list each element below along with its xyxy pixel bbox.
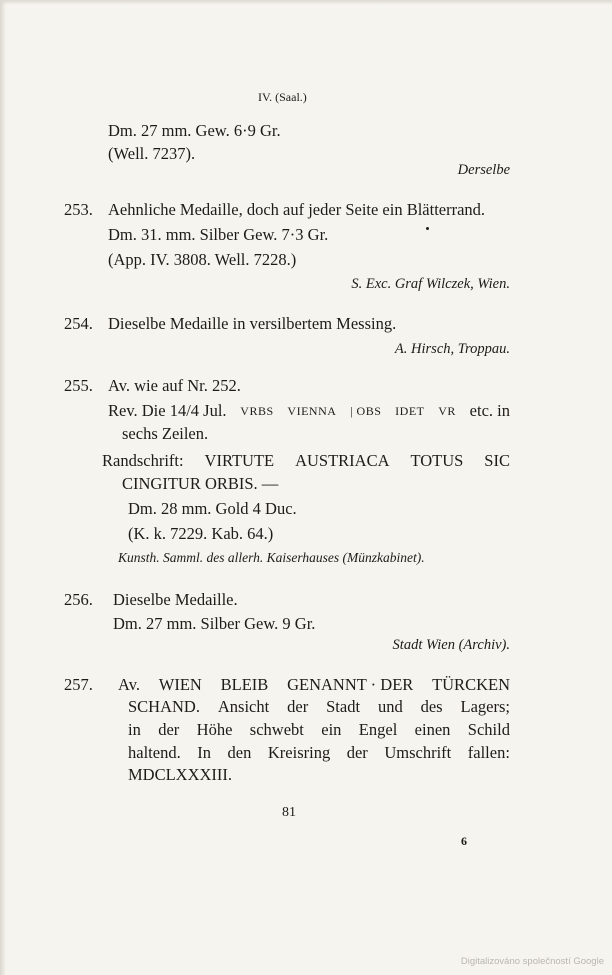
entry-255-reverse-line1 xyxy=(108,401,510,421)
entry-257-number: 257. xyxy=(64,675,93,694)
word: ein xyxy=(321,720,342,739)
word: der xyxy=(158,720,180,739)
word: der xyxy=(346,743,368,762)
rev-text-a: Rev. Die 14/4 Jul. xyxy=(108,401,227,420)
word: Schild xyxy=(467,720,510,739)
word: Kreisring xyxy=(267,743,331,762)
entry-253-owner: S. Exc. Graf Wilczek, Wien. xyxy=(351,276,510,292)
rev-vienna: VIENNA xyxy=(287,404,337,418)
word: BLEIB xyxy=(220,675,269,694)
rev-vr: VR xyxy=(438,404,456,418)
word: haltend. xyxy=(128,743,181,762)
rand-word: VIRTUTE xyxy=(204,451,275,470)
entry-255-reverse-line2: sechs Zeilen. xyxy=(122,424,209,443)
entry-257-line2 xyxy=(128,697,510,717)
rev-idet: IDET xyxy=(395,404,425,418)
word: fallen: xyxy=(467,743,510,762)
entry-257-line1 xyxy=(118,675,510,695)
word: SCHAND. xyxy=(128,697,200,716)
word: WIEN xyxy=(158,675,202,694)
rand-word: SIC xyxy=(484,451,510,470)
entry-257-line4 xyxy=(128,743,510,763)
entry-257-line5: MDCLXXXIII. xyxy=(128,765,233,784)
word: In xyxy=(197,743,211,762)
entry-256-description: Dieselbe Medaille. xyxy=(113,590,238,609)
word: Stadt xyxy=(326,697,361,716)
word: schwebt xyxy=(249,720,304,739)
word: einen xyxy=(414,720,451,739)
entry-255-owner: Kunsth. Samml. des allerh. Kaiserhauses (Münzkabinet). xyxy=(118,550,425,565)
entry-253-reference: (App. IV. 3808. Well. 7228.) xyxy=(108,250,297,269)
cont-dimensions: Dm. 27 mm. Gew. 6·9 Gr. xyxy=(108,121,281,140)
entry-256-dimensions: Dm. 27 mm. Silber Gew. 9 Gr. xyxy=(113,614,316,633)
entry-255-obverse: Av. wie auf Nr. 252. xyxy=(108,376,241,395)
word: in xyxy=(128,720,141,739)
word: der xyxy=(287,697,309,716)
entry-253-description: Aehnliche Medaille, doch auf jeder Seite ein Blätterrand. xyxy=(108,200,486,219)
rev-text-g: etc. in xyxy=(469,401,510,420)
entry-255-dimensions: Dm. 28 mm. Gold 4 Duc. xyxy=(128,499,297,518)
page-top-shadow xyxy=(0,0,612,5)
entry-253-number: 253. xyxy=(64,200,93,219)
rand-word: TOTUS xyxy=(410,451,464,470)
entry-257-line3 xyxy=(128,720,510,740)
word: GENANNT · DER xyxy=(287,675,414,694)
rev-vrbs: VRBS xyxy=(240,404,274,418)
word: Av. xyxy=(118,675,140,694)
cont-owner: Derselbe xyxy=(457,162,510,178)
page-number: 81 xyxy=(282,805,296,820)
word: und xyxy=(377,697,403,716)
cont-reference: (Well. 7237). xyxy=(108,144,196,163)
entry-254-number: 254. xyxy=(64,314,93,333)
word: Lagers; xyxy=(460,697,510,716)
entry-255-number: 255. xyxy=(64,376,93,395)
word: Engel xyxy=(358,720,398,739)
word: TÜRCKEN xyxy=(432,675,510,694)
word: Umschrift xyxy=(384,743,452,762)
rev-obs: | OBS xyxy=(350,404,382,418)
rand-word: AUSTRIACA xyxy=(295,451,390,470)
entry-255-edge-inscription xyxy=(102,451,510,471)
entry-255-edge-inscription-2: CINGITUR ORBIS. — xyxy=(122,474,279,493)
word: den xyxy=(227,743,252,762)
word: Höhe xyxy=(196,720,233,739)
ink-speck xyxy=(426,227,429,230)
entry-255-reference: (K. k. 7229. Kab. 64.) xyxy=(128,524,274,543)
signature-mark: 6 xyxy=(461,834,467,848)
entry-253-dimensions: Dm. 31. mm. Silber Gew. 7·3 Gr. xyxy=(108,225,329,244)
entry-256-owner: Stadt Wien (Archiv). xyxy=(392,637,510,653)
digitization-watermark: Digitalizováno společností Google xyxy=(460,956,604,967)
entry-256-number: 256. xyxy=(64,590,93,609)
word: des xyxy=(420,697,443,716)
page-edge-shadow xyxy=(0,0,6,975)
running-header: IV. (Saal.) xyxy=(258,90,307,104)
entry-254-owner: A. Hirsch, Troppau. xyxy=(394,341,510,357)
entry-254-description: Dieselbe Medaille in versilbertem Messing. xyxy=(108,314,397,333)
randschrift-label: Randschrift: xyxy=(102,451,184,470)
word: Ansicht xyxy=(217,697,270,716)
